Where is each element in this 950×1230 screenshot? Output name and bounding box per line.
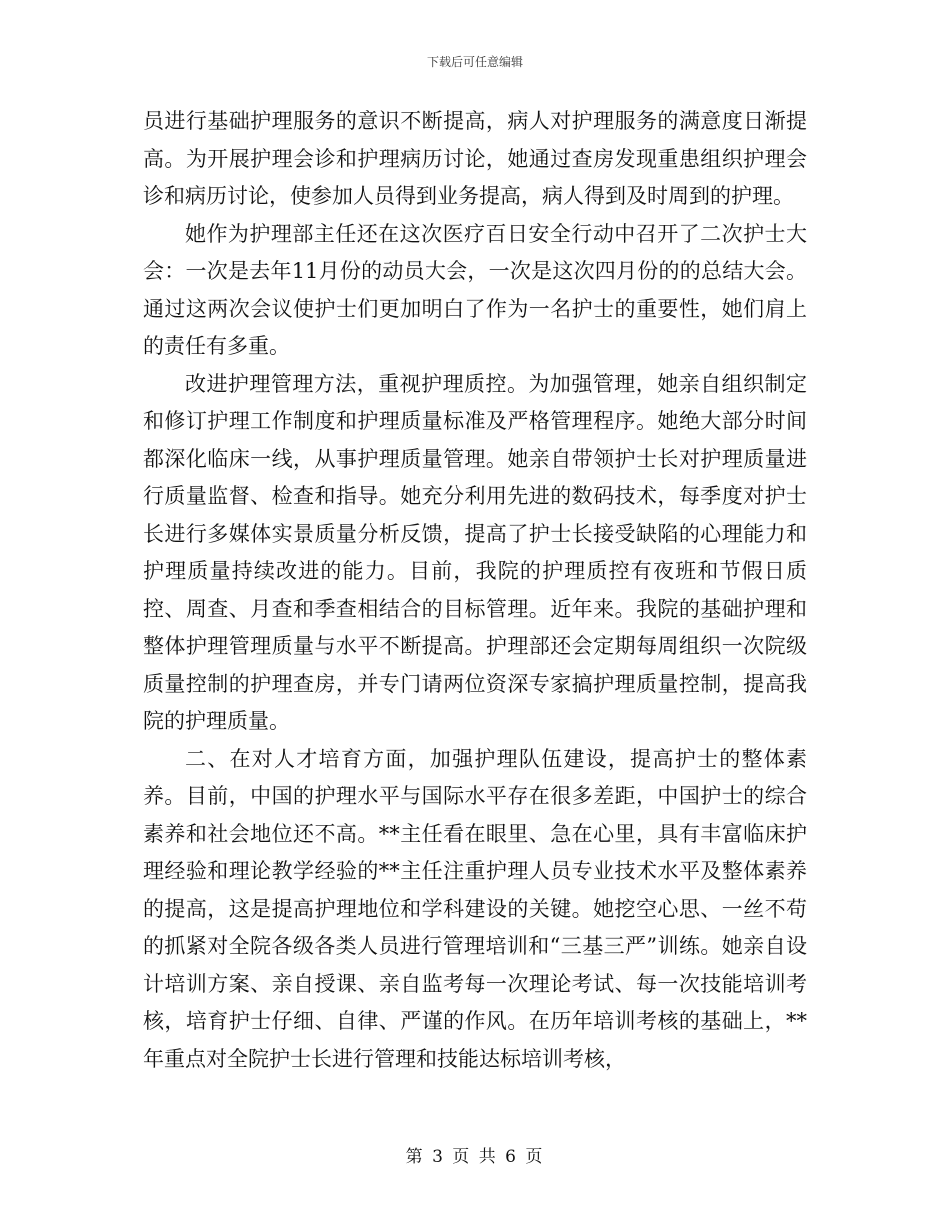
page-footer	[0, 1146, 950, 1168]
footer-current-page: 3	[432, 1147, 445, 1167]
footer-page-word: 页	[452, 1147, 472, 1167]
paragraph-4: 二、在对人才培育方面，加强护理队伍建设，提高护士的整体素养。目前，中国的护理水平与国际水平存在很多差距，中国护士的综合素养和社会地位还不高。**主任看在眼里、急在心里，具有丰富临床护理经验和理论教学经验的**主任注重护理人员专业技术水平及整体素养的提高，这是提高护理地位和学科建设的关键。她挖空心思、一丝不苟的抓紧对全院各级各类人员进行管理培训和“三基三严”训练。她亲自设计培训方案、亲自授课、亲自监考每一次理论考试、每一次技能培训考核，培育护士仔细、自律、严谨的作风。在历年培训考核的基础上，**年重点对全院护士长进行管理和技能达标培训考核，	[143, 746, 807, 1071]
document-body	[143, 103, 807, 1078]
footer-prefix: 第	[405, 1147, 425, 1167]
paragraph-2: 她作为护理部主任还在这次医疗百日安全行动中召开了二次护士大会：一次是去年11月份的动员大会，一次是这次四月份的的总结大会。通过这两次会议使护士们更加明白了作为一名护士的重要性，她们肩上的责任有多重。	[143, 221, 807, 358]
footer-total-pages: 6	[505, 1147, 518, 1167]
paragraph-3: 改进护理管理方法，重视护理质控。为加强管理，她亲自组织制定和修订护理工作制度和护理质量标准及严格管理程序。她绝大部分时间都深化临床一线，从事护理质量管理。她亲自带领护士长对护理质量进行质量监督、检查和指导。她充分利用先进的数码技术，每季度对护士长进行多媒体实景质量分析反馈，提高了护士长接受缺陷的心理能力和护理质量持续改进的能力。目前，我院的护理质控有夜班和节假日质控、周查、月查和季查相结合的目标管理。近年来。我院的基础护理和整体护理管理质量与水平不断提高。护理部还会定期每周组织一次院级质量控制的护理查房，并专门请两位资深专家搞护理质量控制，提高我院的护理质量。	[143, 371, 807, 733]
page-header: 下载后可任意编辑	[426, 55, 523, 69]
footer-total-word: 共	[478, 1147, 498, 1167]
footer-suffix: 页	[525, 1147, 545, 1167]
paragraph-1: 员进行基础护理服务的意识不断提高，病人对护理服务的满意度日渐提高。为开展护理会诊和护理病历讨论，她通过查房发现重患组织护理会诊和病历讨论，使参加人员得到业务提高，病人得到及时周到的护理。	[143, 109, 807, 208]
